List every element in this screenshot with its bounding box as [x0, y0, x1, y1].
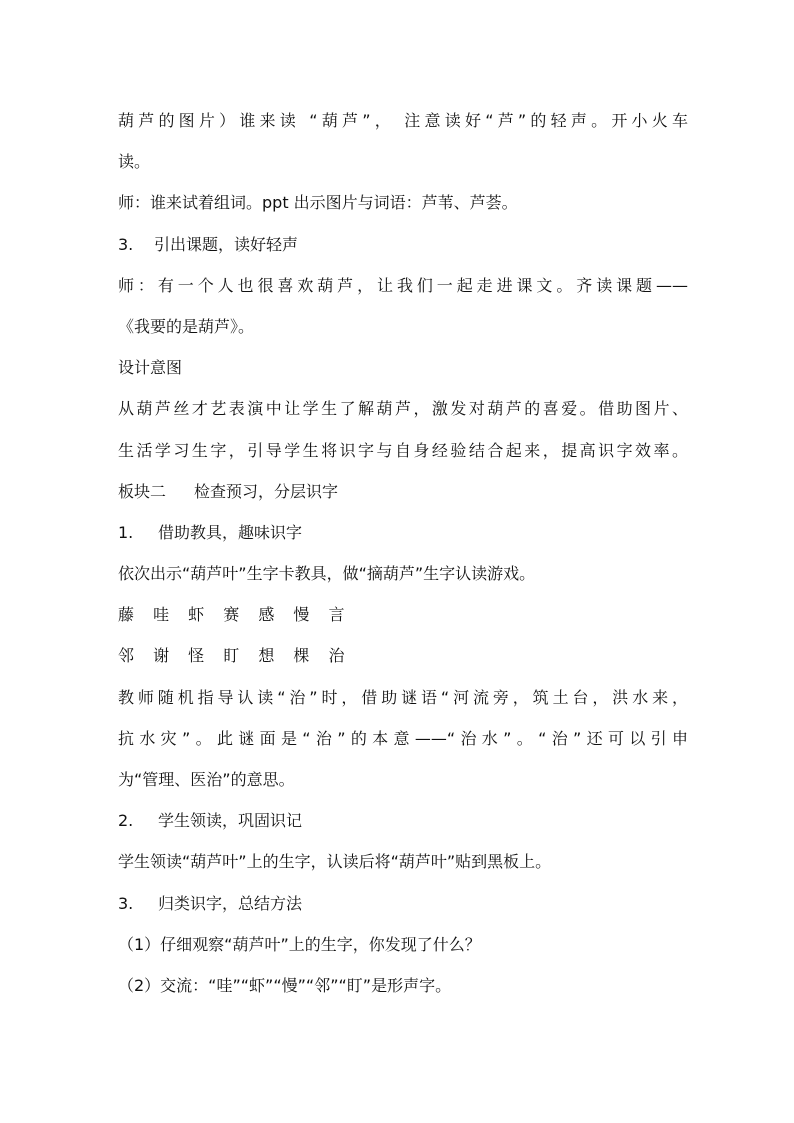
section-heading — [118, 471, 688, 512]
line-text: 师：谁来试着组词。ppt 出示图片与词语：芦苇、芦荟。 — [118, 193, 518, 213]
line-text: 读。 — [118, 152, 151, 172]
line-text: 《我要的是葫芦》。 — [118, 316, 255, 336]
numbered-heading — [118, 512, 688, 553]
paragraph-line — [118, 677, 688, 718]
sub-item — [118, 965, 688, 1006]
paragraph-line — [118, 265, 688, 306]
section-label: 板块二 — [118, 481, 167, 501]
character-list — [118, 594, 688, 635]
paragraph-line — [118, 306, 688, 347]
line-text: （1）仔细观察“葫芦叶”上的生字，你发现了什么？ — [118, 934, 481, 954]
item-number: 2. — [118, 811, 134, 831]
paragraph-line — [118, 759, 688, 800]
character-list — [118, 635, 688, 676]
heading-text: 归类识字，总结方法 — [158, 893, 303, 913]
heading-text: 检查预习，分层识字 — [194, 481, 339, 501]
line-text: 依次出示“葫芦叶”生字卡教具，做“摘葫芦”生字认读游戏。 — [118, 564, 536, 584]
item-number: 1. — [118, 522, 134, 542]
heading-text: 借助教具，趣味识字 — [158, 522, 303, 542]
line-text: 抗水灾”。此谜面是“治”的本意——“治水”。“治”还可以引申 — [118, 728, 688, 748]
section-heading — [118, 347, 688, 388]
line-text: 为“管理、医治”的意思。 — [118, 770, 295, 789]
line-text: 师：有一个人也很喜欢葫芦，让我们一起走进课文。齐读课题—— — [118, 275, 688, 295]
document-body — [118, 100, 688, 1006]
paragraph-line — [118, 430, 688, 471]
heading-text: 学生领读，巩固识记 — [158, 811, 303, 831]
heading-text: 设计意图 — [118, 358, 183, 378]
line-text: 教师随机指导认读“治”时，借助谜语“河流旁，筑土台，洪水来， — [118, 687, 688, 707]
paragraph-line — [118, 182, 688, 223]
sub-item — [118, 924, 688, 965]
paragraph-line — [118, 553, 688, 594]
paragraph-line — [118, 718, 688, 759]
item-number: 3. — [118, 893, 134, 913]
line-text: 葫芦的图片）谁来读 “葫芦”， 注意读好“芦”的轻声。开小火车 — [118, 111, 688, 130]
paragraph-line — [118, 100, 688, 141]
item-number: 3. — [118, 234, 134, 254]
line-text: 从葫芦丝才艺表演中让学生了解葫芦，激发对葫芦的喜爱。借助图片、 — [118, 399, 688, 419]
line-text: （2）交流：“哇”“虾”“慢”“邻”“盯”是形声字。 — [118, 975, 452, 995]
numbered-heading — [118, 800, 688, 841]
character-row: 藤 哇 虾 赛 感 慢 言 — [118, 605, 352, 625]
character-row: 邻 谢 怪 盯 想 棵 治 — [118, 646, 352, 666]
line-text: 学生领读“葫芦叶”上的生字，认读后将“葫芦叶”贴到黑板上。 — [118, 852, 552, 872]
paragraph-line — [118, 141, 688, 182]
numbered-heading — [118, 883, 688, 924]
paragraph-line — [118, 841, 688, 882]
numbered-heading — [118, 224, 688, 265]
heading-text: 引出课题，读好轻声 — [154, 234, 299, 254]
paragraph-line — [118, 388, 688, 429]
line-text: 生活学习生字，引导学生将识字与自身经验结合起来，提高识字效率。 — [118, 440, 688, 460]
